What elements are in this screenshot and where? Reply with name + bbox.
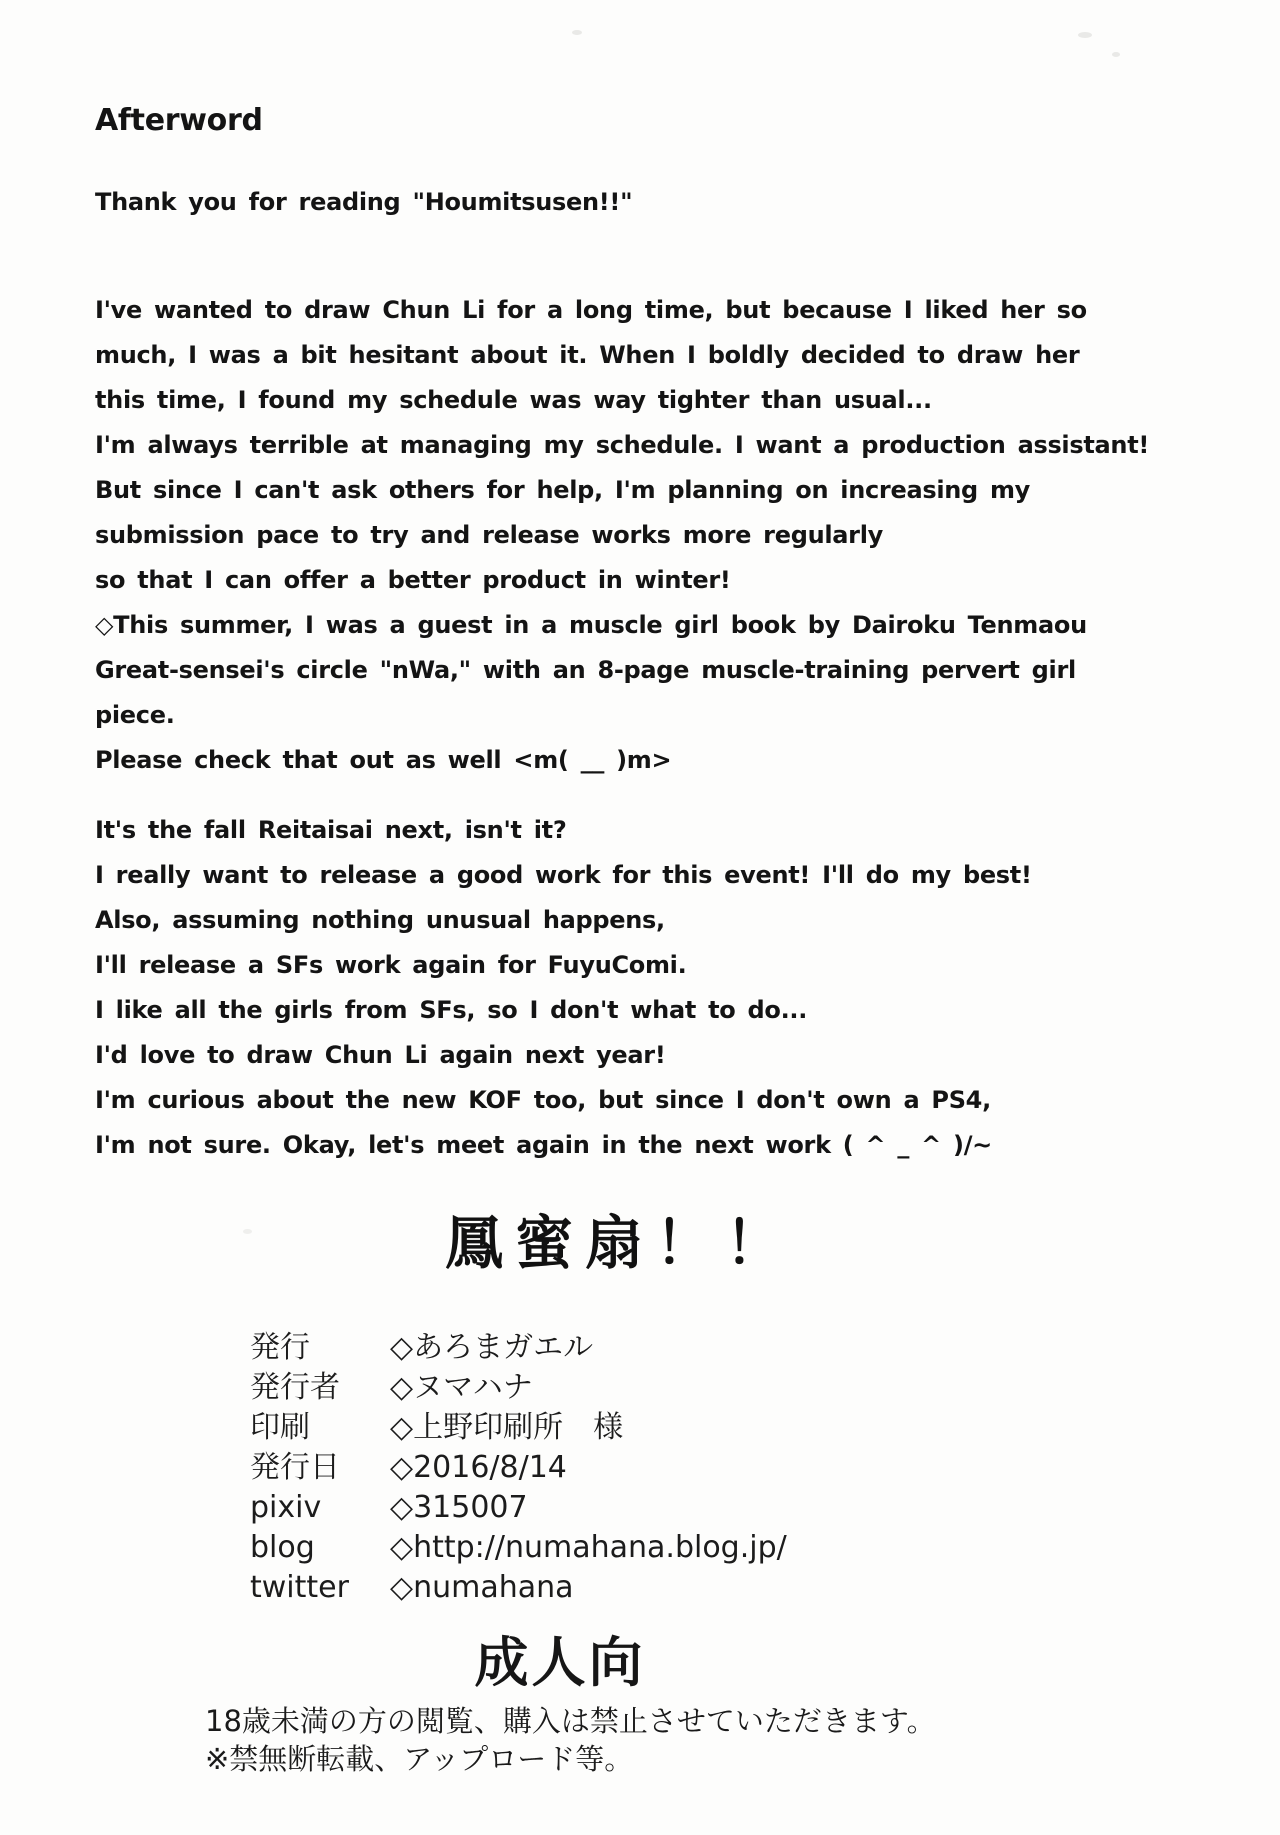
afterword-heading: Afterword	[95, 103, 263, 138]
text-line: ※禁無断転載、アップロード等。	[205, 1742, 634, 1776]
colophon-label: pixiv	[250, 1490, 322, 1525]
text-line: Also, assuming nothing unusual happens,	[95, 906, 665, 934]
colophon-value: ◇315007	[390, 1490, 528, 1525]
text-line: I really want to release a good work for this event! I'll do my best!	[95, 861, 1032, 889]
text-line: I'm curious about the new KOF too, but since I don't own a PS4,	[95, 1086, 991, 1114]
colophon-value: ◇numahana	[390, 1570, 574, 1605]
text-line: piece.	[95, 701, 175, 729]
colophon-label: 発行者	[250, 1370, 340, 1405]
text-line: I'm not sure. Okay, let's meet again in the next work ( ^ _ ^ )/~	[95, 1131, 992, 1159]
scan-artifact	[1078, 32, 1092, 38]
text-line: Please check that out as well <m( __ )m>	[95, 746, 672, 774]
doujin-title: 鳳蜜扇！！	[444, 1209, 795, 1277]
text-line: I'll release a SFs work again for FuyuComi.	[95, 951, 687, 979]
text-line: I'd love to draw Chun Li again next year!	[95, 1041, 666, 1069]
text-line: 18歳未満の方の閲覧、購入は禁止させていただきます。	[205, 1704, 936, 1738]
colophon-row	[250, 1568, 787, 1608]
colophon-value: ◇2016/8/14	[390, 1450, 567, 1485]
text-line: much, I was a bit hesitant about it. When I boldly decided to draw her	[95, 341, 1080, 369]
colophon-value: ◇http://numahana.blog.jp/	[390, 1530, 787, 1565]
colophon-value: ◇ヌマハナ	[390, 1370, 533, 1405]
colophon-row	[250, 1408, 787, 1448]
colophon-row	[250, 1528, 787, 1568]
scan-artifact	[572, 30, 582, 35]
adult-rating-label: 成人向	[474, 1631, 646, 1694]
colophon-label: 印刷	[250, 1410, 310, 1445]
afterword-paragraph-2	[95, 808, 1032, 1168]
colophon-row	[250, 1448, 787, 1488]
text-line: so that I can offer a better product in winter!	[95, 566, 731, 594]
scan-artifact	[1112, 52, 1120, 57]
text-line: I've wanted to draw Chun Li for a long time, but because I liked her so	[95, 296, 1087, 324]
intro-line: Thank you for reading "Houmitsusen!!"	[95, 188, 633, 216]
text-line: ◇This summer, I was a guest in a muscle girl book by Dairoku Tenmaou	[95, 611, 1087, 639]
colophon-label: 発行	[250, 1330, 310, 1365]
colophon-row	[250, 1368, 787, 1408]
text-line: I like all the girls from SFs, so I don't what to do...	[95, 996, 808, 1024]
colophon-label: 発行日	[250, 1450, 340, 1485]
colophon-label: blog	[250, 1530, 315, 1565]
text-line: submission pace to try and release works more regularly	[95, 521, 883, 549]
colophon-label: twitter	[250, 1570, 349, 1605]
colophon-value: ◇上野印刷所 様	[390, 1410, 624, 1445]
colophon-row	[250, 1488, 787, 1528]
text-line: this time, I found my schedule was way tighter than usual...	[95, 386, 932, 414]
text-line: I'm always terrible at managing my schedule. I want a production assistant!	[95, 431, 1150, 459]
colophon-value: ◇あろまガエル	[390, 1330, 594, 1365]
text-line: It's the fall Reitaisai next, isn't it?	[95, 816, 567, 844]
colophon-row	[250, 1328, 787, 1368]
notice-lines	[205, 1702, 936, 1778]
colophon-table	[250, 1328, 787, 1608]
afterword-paragraph-1	[95, 288, 1149, 783]
text-line: But since I can't ask others for help, I'm planning on increasing my	[95, 476, 1031, 504]
text-line: Great-sensei's circle "nWa," with an 8-page muscle-training pervert girl	[95, 656, 1076, 684]
